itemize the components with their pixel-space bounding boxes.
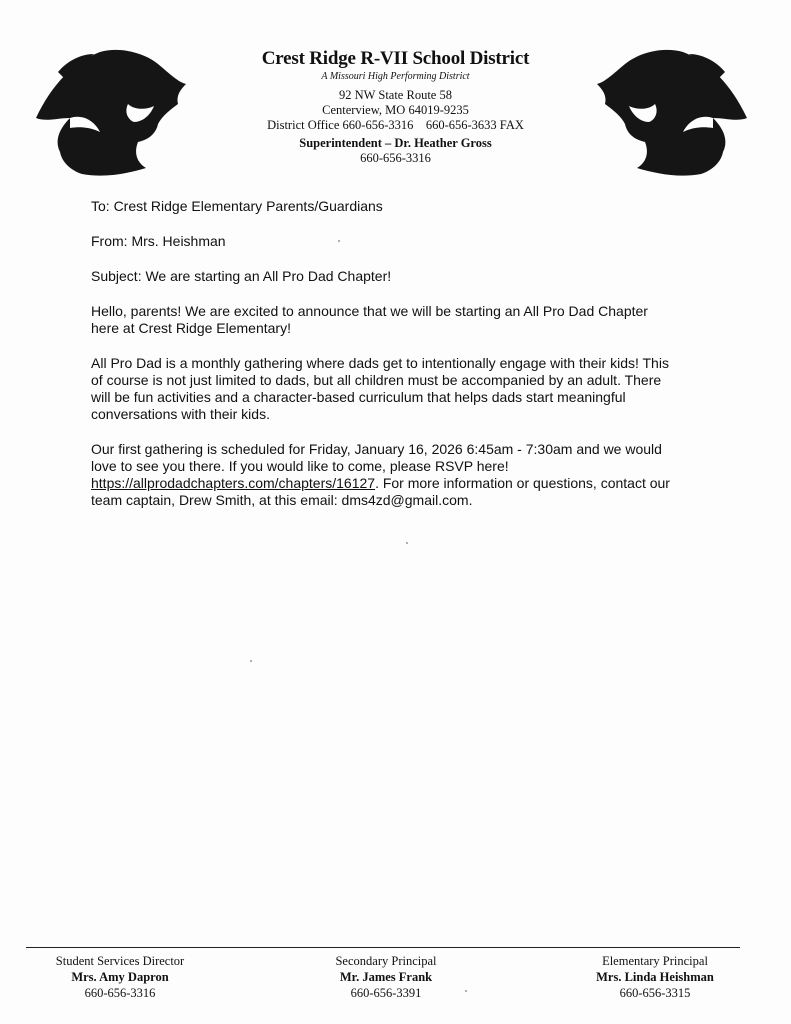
district-phones: District Office 660-656-3316 660-656-3633 FAX — [267, 118, 524, 132]
superintendent: Superintendent – Dr. Heather Gross — [299, 136, 492, 150]
panther-head-icon — [30, 44, 190, 179]
letter-subject: Subject: We are starting an All Pro Dad Chapter! — [91, 268, 392, 284]
footer-title: Elementary Principal — [602, 954, 708, 968]
letter-body — [91, 198, 671, 527]
footer-phone: 660-656-3316 — [84, 986, 156, 1000]
contact-text: . For more information or questions, contact our team captain, Drew Smith, at this email: dms4zd@gmail.com. — [91, 475, 670, 508]
district-name: Crest Ridge R-VII School District — [261, 48, 530, 69]
footer-elementary-principal — [575, 953, 735, 1001]
rsvp-text: Our first gathering is scheduled for Friday, January 16, 2026 6:45am - 7:30am and we would love to see you there. If you would like to come, please RSVP here! — [91, 441, 662, 474]
footer-name: Mrs. Amy Dapron — [71, 970, 169, 984]
superintendent-phone: 660-656-3316 — [360, 151, 431, 165]
scan-speck — [250, 660, 252, 662]
panther-head-icon — [593, 44, 753, 179]
footer-title: Student Services Director — [55, 954, 185, 968]
footer-divider — [26, 947, 740, 948]
address-line-1: 92 NW State Route 58 — [339, 88, 452, 102]
scan-speck — [465, 990, 467, 992]
footer-phone: 660-656-3391 — [350, 986, 422, 1000]
footer-student-services — [40, 953, 200, 1001]
rsvp-link[interactable]: https://allprodadchapters.com/chapters/16127 — [91, 475, 376, 491]
letterhead — [200, 48, 591, 166]
paragraph-description: All Pro Dad is a monthly gathering where dads get to intentionally engage with their kids! This of course is not just limited to dads, but all children must be accompanied by an adult. There will be fun activities and a character-based curriculum that helps dads start meaningful conversations with their kids. — [91, 355, 669, 422]
footer-title: Secondary Principal — [335, 954, 437, 968]
address-line-2: Centerview, MO 64019-9235 — [322, 103, 469, 117]
footer-phone: 660-656-3315 — [619, 986, 691, 1000]
letter-to: To: Crest Ridge Elementary Parents/Guardians — [91, 198, 383, 214]
scan-speck — [338, 240, 340, 242]
footer-secondary-principal — [306, 953, 466, 1001]
letter-from: From: Mrs. Heishman — [91, 233, 226, 249]
footer-name: Mrs. Linda Heishman — [596, 970, 714, 984]
paragraph-announcement: Hello, parents! We are excited to announce that we will be starting an All Pro Dad Chapter here at Crest Ridge Elementary! — [91, 303, 648, 336]
district-tagline: A Missouri High Performing District — [321, 71, 470, 82]
scan-speck — [406, 542, 408, 544]
footer-name: Mr. James Frank — [339, 970, 433, 984]
paragraph-rsvp — [91, 441, 671, 509]
